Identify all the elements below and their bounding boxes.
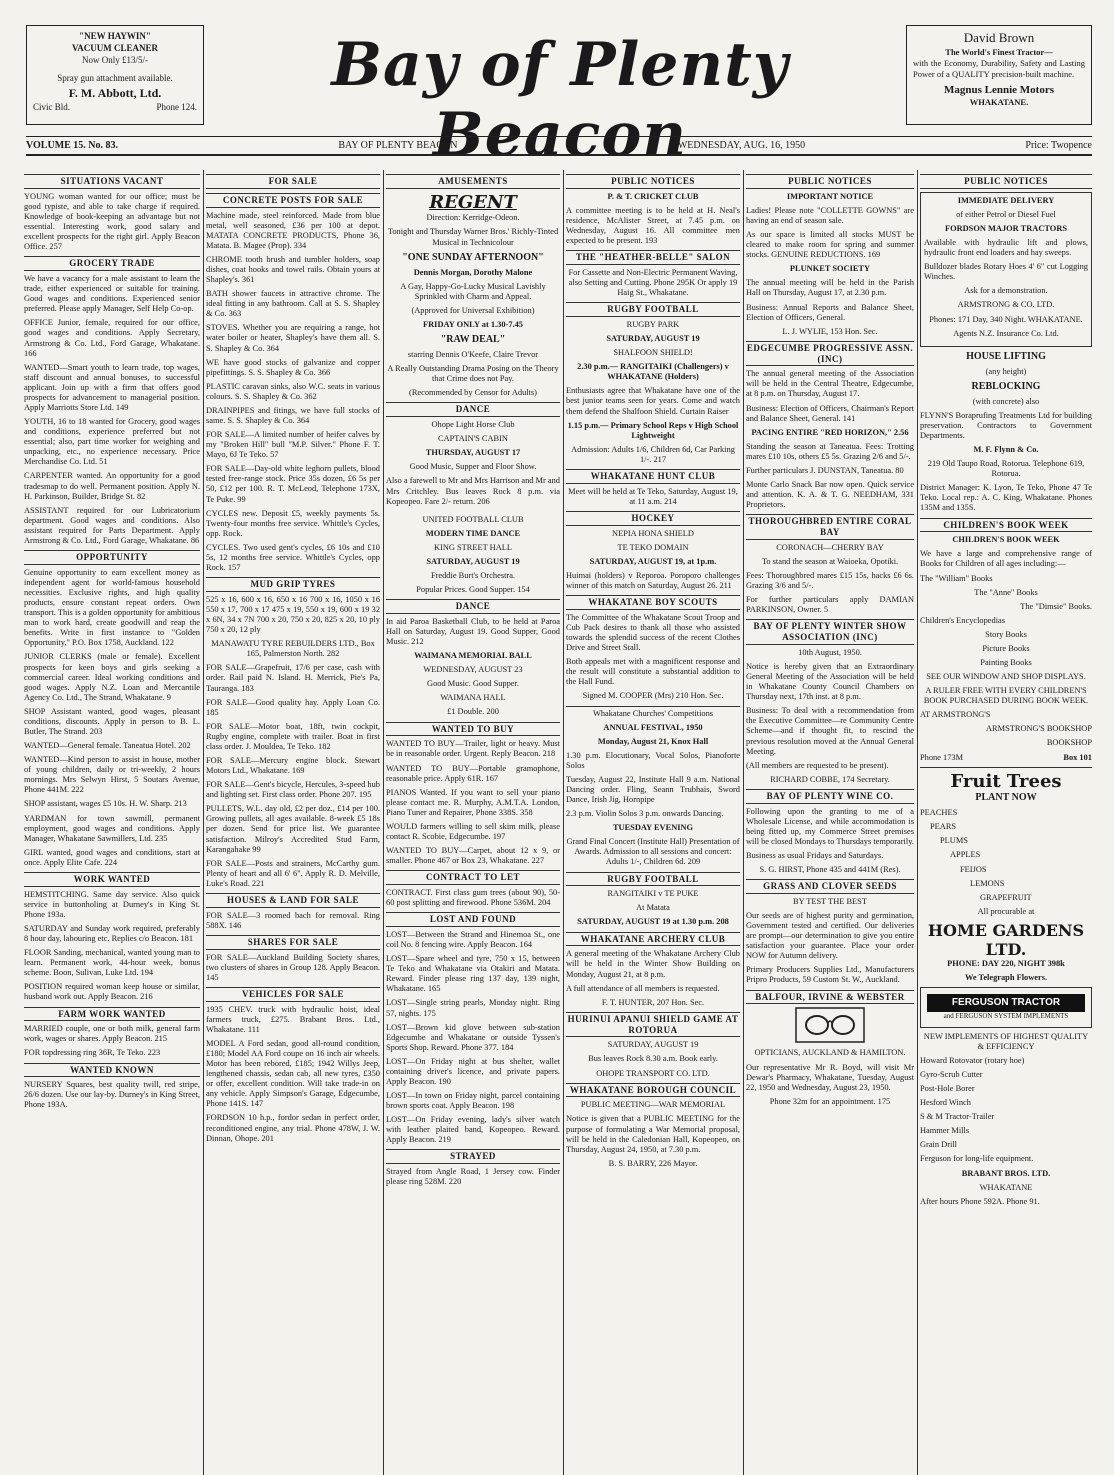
section-heading: CONCRETE POSTS FOR SALE: [206, 193, 380, 208]
notice-title: WHAKATANE HUNT CLUB: [566, 469, 740, 484]
notice-line: PEARS: [930, 822, 957, 832]
ad-line: "NEW HAYWIN": [79, 31, 151, 41]
notice-line: Box 101: [1063, 752, 1092, 762]
classified-ad: LOST—Single string pearls, Monday night. Ring 57, nights. 175: [386, 998, 560, 1018]
notice-line: The "Anne" Books: [974, 587, 1038, 597]
classified-ad: FOR SALE—A limited number of heifer calves by my "Broken Hill" bull "M.P. Silver." Phone F. T. Mayo, 6J Te Teko. 57: [206, 430, 380, 460]
notice-line: Post-Hole Borer: [920, 1084, 975, 1094]
section-heading: AMUSEMENTS: [386, 174, 560, 189]
classified-ad: CONTRACT. First class gum trees (about 90), 50-60 post splitting and firewood. Phone 536M. 204: [386, 888, 560, 908]
notice-title: HURINUI APANUI SHIELD GAME AT ROTORUA: [566, 1012, 740, 1038]
notice-line: S & M Tractor-Trailer: [920, 1112, 995, 1122]
section-heading: PUBLIC NOTICES: [920, 174, 1092, 189]
section-heading: STRAYED: [386, 1149, 560, 1164]
classified-ad: LOST—Between the Strand and Hinemoa St., one coil No. 8 fencing wire. Apply Beacon. 164: [386, 929, 560, 950]
film-title: "RAW DEAL": [440, 334, 506, 346]
classified-ad: PIANOS Wanted. If you want to sell your piano please contact me. R. Murphy, A.M.T.A. London, Piano Tuner and Repairer, Phone 338S. 358: [386, 787, 560, 817]
notice-line: As our space is limited all stocks MUST be cleared to make room for spring and summer stocks. GENUINE REDUCTIONS. 169: [746, 230, 914, 260]
classified-ad: MARRIED couple, one or both milk, general farm work, wages or shares. Apply Beacon. 215: [24, 1024, 200, 1044]
notice-title: THE "HEATHER-BELLE" SALON: [566, 250, 740, 265]
notice-line: Available with hydraulic lift and plows, hydraulic front end loaders and hay sweeps.: [924, 238, 1088, 258]
notice-line: Hesford Winch: [920, 1098, 971, 1108]
notice-line: LEMONS: [970, 878, 1005, 888]
classified-ad: OFFICE Junior, female, required for our office, good wages and conditions. Apply Secretary, Armstrong & Co. Ltd., Ford Garage, Whakatane. 166: [24, 318, 200, 358]
notice-line: Fees: Thoroughbred mares £15 15s, hacks £6 6s. Grazing 3/6 and 5/-.: [746, 571, 914, 591]
classified-ad: NURSERY Squares, best quality twill, red stripe, 26/6 dozen. Use our lay-by. Durney's in King Street, Phone 193A.: [24, 1080, 200, 1110]
notice-line: Popular Prices. Good Supper. 154: [416, 585, 530, 595]
notice-line: S. G. HIRST, Phone 435 and 441M (Res).: [759, 865, 901, 875]
notice-line: Admission: Adults 1/6, Children 6d, Car Parking 1/-. 217: [571, 444, 735, 464]
ad-line: Magnus Lennie Motors: [944, 84, 1054, 97]
classified-ad: FOR SALE—3 roomed bach for removal. Ring 588X. 146: [206, 910, 380, 930]
notice-title: Fruit Trees: [920, 767, 1092, 793]
notice-line: Primary Producers Supplies Ltd., Manufacturers Pripro Products, 59 Custom St. W., Auckland.: [746, 965, 914, 985]
notice-line: M. F. Flynn & Co.: [973, 445, 1039, 455]
notice-line: WAIMANA MEMORIAL BALL: [414, 651, 532, 661]
notice-line: BOOKSHOP: [1046, 738, 1092, 748]
notice-line: A committee meeting is to be held at H. Neal's residence, McAlister Street, at 7.45 p.m. on Wednesday, August 16. All committee men expected to be present. 193: [566, 205, 740, 246]
dateline: [26, 136, 1092, 156]
notice-line: OPTICIANS, AUCKLAND & HAMILTON.: [754, 1048, 906, 1058]
classified-ad: LOST—On Friday evening, lady's silver watch with leather plaited band, Kopeopeo. Reward. Apply Beacon. 219: [386, 1115, 560, 1145]
logo-subtext: and FERGUSON SYSTEM IMPLEMENTS: [943, 1012, 1069, 1021]
notice-line: Bulldozer blades Rotary Hoes 4' 6" cut Logging Winches.: [924, 262, 1088, 282]
notice-line: PEACHES: [920, 808, 958, 818]
notice-line: SHALFOON SHIELD!: [613, 348, 693, 358]
classified-ad: Machine made, steel reinforced. Made from blue metal, well seasoned, £36 per 100 at depot. MATATA CONCRETE PRODUCTS, Phone 36, Matata. B. Magee (Prop). 334: [206, 210, 380, 250]
notice-title: HOME GARDENS LTD.: [927, 920, 1085, 960]
ad-line: David Brown: [963, 30, 1035, 45]
section-heading: PUBLIC NOTICES: [566, 174, 740, 189]
column-situations-vacant: [24, 170, 200, 1475]
notice-line: Our representative Mr R. Boyd, will visit Mr Dewar's Pharmacy, Whakatane, Tuesday, August 22, 1950 and Wednesday, August 23, 1950.: [746, 1062, 914, 1092]
notice-line: SATURDAY, AUGUST 19 at 1.30 p.m. 208: [577, 917, 729, 927]
notice-line: CORONACH—CHERRY BAY: [776, 542, 884, 552]
notice-line: PLUMS: [940, 836, 968, 846]
classified-ad: GIRL wanted, good wages and conditions, start at once. Apply Elite Cafe. 224: [24, 847, 200, 867]
notice-title: WHAKATANE BOY SCOUTS: [566, 595, 740, 610]
notice-line: ARMSTRONG & CO. LTD.: [957, 300, 1055, 310]
ad-line: Now Only £13/5/-: [82, 55, 148, 66]
notice-title: P. & T. CRICKET CLUB: [607, 191, 699, 201]
classified-ad: FOR SALE—Gent's bicycle, Hercules, 3-speed hub and lighting set. First class order. Phone 207. 195: [206, 780, 380, 800]
notice-line: starring Dennis O'Keefe, Claire Trevor: [407, 350, 539, 360]
classified-ad: ASSISTANT required for our Lubricatorium department. Good wages and conditions. Also assistant required for Parts Department. Apply Armstrong & Co. Ltd., Ford Garage, Whakatane. 86: [24, 505, 200, 545]
notice-line: At Matata: [636, 903, 670, 913]
notice-line: Ask for a demonstration.: [964, 286, 1048, 296]
notice-line: Phones: 171 Day, 340 Night. WHAKATANE.: [929, 314, 1083, 324]
film-title: "ONE SUNDAY AFTERNOON": [402, 251, 544, 263]
notice-title: EDGECUMBE PROGRESSIVE ASSN. (INC): [746, 341, 914, 367]
classified-ad: LOST—Spare wheel and tyre, 750 x 15, between Te Teko and Whakatane via Otakiri and Matata. Reward. Finder please ring 137 day, 139 night, Whakatane. 165: [386, 954, 560, 994]
classified-ad: FOR SALE—Posts and strainers, McCarthy gum. Plenty of heart and all 6' 6". Apply R. D. Melville, Luke's Road. 221: [206, 858, 380, 888]
notice-line: NEPIA HONA SHIELD: [612, 528, 694, 538]
classified-ad: CARPENTER wanted. An opportunity for a good tradesmap to do well. Permanent position. Apply N. H. Parkinson, Builder, Bridge St. 82: [24, 471, 200, 501]
notice-line: For further particulars apply DAMIAN PARKINSON, Owner. 5: [746, 595, 914, 615]
notice-line: B. S. BARRY, 226 Mayor.: [608, 1158, 698, 1168]
notice-title: WHAKATANE ARCHERY CLUB: [566, 932, 740, 947]
notice-line: The annual meeting will be held in the Parish Hall on Thursday, August 17, at 2.30 p.m.: [746, 278, 914, 298]
notice-line: Good Music. Good Supper.: [427, 679, 519, 689]
notice-line: Tuesday, August 22, Institute Hall 9 a.m. National Dancing order. Fling, Seann Trubhais, Sword Dance, Irish Jig, Hornpipe: [566, 774, 740, 805]
notice-line: Ferguson for long-life equipment.: [920, 1154, 1034, 1164]
notice-line: Notice is given that a PUBLIC MEETING for the purpose of formulating a War Memorial proposal, will be held in the Caledonian Hall, Kopeopeo, on Thursday, August 24, 1950, at 7.30 p.m.: [566, 1114, 740, 1154]
notice-line: 219 Old Taupo Road, Rotorua. Telephone 619, Rotorua.: [927, 459, 1085, 479]
ad-line: F. M. Abbott, Ltd.: [68, 85, 162, 100]
notice-line: RANGITAIKI v TE PUKE: [607, 889, 699, 899]
notice-line: (any height): [985, 366, 1027, 376]
notice-line: Huimai (holders) v Reporoa. Poroporo challenges winner of this match on Saturday, August 26. 211: [566, 570, 740, 591]
notice-line: OHOPE TRANSPORT CO. LTD.: [596, 1068, 710, 1078]
classified-ad: PLASTIC caravan sinks, also W.C. seats in various colours. S. S. Shapley & Co. 362: [206, 381, 380, 401]
notice-title: IMMEDIATE DELIVERY: [957, 195, 1055, 205]
ad-line: Civic Bld.: [33, 101, 71, 112]
section-heading: MUD GRIP TYRES: [206, 577, 380, 592]
notice-title: CHILDREN'S BOOK WEEK: [952, 535, 1060, 545]
notice-line: UNITED FOOTBALL CLUB: [422, 514, 524, 524]
volume-number: VOLUME 15. No. 83.: [26, 140, 119, 151]
classified-ad: We have a vacancy for a male assistant to learn the trade, either experienced or suitable for training. Good wages and conditions. Experienced senior preferred. Please apply Manager, Self Help Co-op.: [24, 274, 200, 314]
notice-line: SATURDAY, AUGUST 19: [426, 556, 520, 566]
notice-line: APPLES: [950, 850, 981, 860]
classified-ad: WANTED—Kind person to assist in house, mother of young children, daily or tri-weekly, 2 hours mornings. Mrs Selwyn Hirst, 5 Soutars Avenue, Phone 441M. 222: [24, 755, 200, 795]
notice-line: Grain Drill: [920, 1140, 957, 1150]
notice-line: CAPTAIN'S CABIN: [438, 434, 508, 444]
classified-ad: WANTED TO BUY—Carpet, about 12 x 9, or smaller. Phone 467 or Box 23, Whakatane. 227: [386, 846, 560, 866]
notice-line: PHONE: DAY 220, NIGHT 398k: [947, 959, 1065, 969]
notice-title: RUGBY FOOTBALL: [566, 872, 740, 887]
notice-line: Gyro-Scrub Cutter: [920, 1070, 983, 1080]
classified-ad: FOR SALE—Day-old white leghorn pullets, blood tested free-range stock. Price 35s dozen, £6 5s per 50, £12 per 100. R. T. McLeod, Telephone 173X, Te Puke. 99: [206, 464, 380, 504]
notice-line: of either Petrol or Diesel Fuel: [956, 209, 1056, 219]
notice-line: Phone 173M: [920, 752, 964, 762]
notice-line: A full attendance of all members is requested.: [566, 983, 720, 993]
notice-title: BAY OF PLENTY WINE CO.: [746, 789, 914, 804]
notice-line: Bus leaves Rock 8.30 a.m. Book early.: [588, 1054, 718, 1064]
classified-ad: FOR topdressing ring 36R, Te Teko. 223: [24, 1048, 161, 1058]
notice-title: THOROUGHBRED ENTIRE CORAL BAY: [746, 514, 914, 540]
section-heading: CONTRACT TO LET: [386, 870, 560, 885]
section-heading: SHARES FOR SALE: [206, 935, 380, 950]
notice-line: £1 Double. 200: [447, 707, 499, 717]
price: Price: Twopence: [1025, 140, 1092, 151]
ad-line: Spray gun attachment available.: [57, 73, 173, 84]
classified-ad: WANTED—General female. Taneatua Hotel. 202: [24, 741, 191, 751]
notice-line: Notice is hereby given that an Extraordinary General Meeting of the Association will be held in Whakatane County Council Chambers on Thursday next, 17th inst. at 8 p.m.: [746, 662, 914, 702]
notice-title: PLANT NOW: [975, 792, 1037, 804]
section-heading: PUBLIC NOTICES: [746, 174, 914, 189]
notice-line: The annual general meeting of the Association will be held in the Central Theatre, Edgecumbe, at 8 p.m. on Thursday, August 17.: [746, 369, 914, 399]
column-amusements: [386, 170, 560, 1475]
notice-title: IMPORTANT NOTICE: [786, 191, 874, 201]
ad-david-brown: [906, 25, 1092, 125]
section-heading: DANCE: [386, 402, 560, 417]
classified-ad: CYCLES. Two used gent's cycles, £6 10s and £10 5s, 12 months free service. Whittle's Cycles, opp Rock. 157: [206, 542, 380, 573]
notice-title: BAY OF PLENTY WINTER SHOW ASSOCIATION (INC): [746, 619, 914, 645]
notice-line: (Approved for Universal Exhibition): [411, 305, 535, 315]
notice-line: Monte Carlo Snack Bar now open. Quick service and attention. K. A. & T. G. NEEDHAM, 331 Proprietors.: [746, 480, 914, 510]
classified-ad: LOST—Brown kid glove between sub-station Edgecumbe and Whakatane or outside Tyssen's Sports Shop. Reward. Phone 377. 184: [386, 1022, 560, 1052]
section-heading: GROCERY TRADE: [24, 256, 200, 271]
notice-line: Picture Books: [982, 643, 1030, 653]
notice-line: Business: To deal with a recommendation from the Executive Committee—re Community Centre Scheme—and if thought fit, to rescind the previous resolution moved at the Annual General Meeting.: [746, 706, 914, 756]
classified-ad: SHOP assistant, wages £5 10s. H. W. Sharp. 213: [24, 799, 187, 809]
notice-title: GRASS AND CLOVER SEEDS: [746, 879, 914, 894]
notice-line: Ladies! Please note "COLLETTE GOWNS" are having an end of season sale.: [746, 205, 914, 225]
notice-line: PUBLIC MEETING—WAR MEMORIAL: [580, 1100, 726, 1110]
cinema-name: REGENT: [429, 191, 517, 213]
notice-line: BY TEST THE BEST: [793, 896, 867, 906]
classified-ad: 1935 CHEV. truck with hydraulic hoist, ideal farmers truck, £275. Brabant Bros. Ltd., Whakatane. 111: [206, 1004, 380, 1034]
notice-title: REBLOCKING: [971, 380, 1041, 392]
classified-ad: POSITION required woman keep house or similar, husband work out. Apply Beacon. 216: [24, 982, 200, 1002]
notice-title: ANNUAL FESTIVAL, 1950: [603, 722, 703, 732]
classified-ad: PULLETS, W.L. day old, £2 per doz., £14 per 100. Growing pullets, all ages available. 8-week £5 18s per dozen. Send for price list. We guarantee satisfaction. Milroy's Accredited Stud Farm, Karangahake 99: [206, 804, 380, 854]
notice-line: Story Books: [985, 629, 1027, 639]
notice-line: Standing the season at Taneatua. Fees: Trotting mares £10 10s, others £5 5s. Grazing 2/6 and 5/-.: [746, 441, 914, 461]
notice-line: Children's Encyclopedias: [920, 615, 1006, 625]
notice-line: Whakatane Churches' Competitions: [566, 706, 740, 719]
section-heading: WANTED KNOWN: [24, 1063, 200, 1078]
notice-line: Freddie Burt's Orchestra.: [430, 570, 516, 580]
classified-ad: HEMSTITCHING. Same day service. Also quick service in buttonholing at Durney's in King St. Phone 193a.: [24, 889, 200, 919]
notice-title: HOUSE LIFTING: [966, 350, 1046, 362]
section-heading: HOUSES & LAND FOR SALE: [206, 893, 380, 908]
notice-line: RUGBY PARK: [626, 320, 680, 330]
section-heading: SITUATIONS VACANT: [24, 174, 200, 189]
classified-ad: MANAWATU TYRE REBUILDERS LTD., Box 165, Palmerston North. 282: [211, 639, 375, 659]
notice-line: 1.15 p.m.— Primary School Reps v High School Lightweight: [567, 420, 739, 440]
notice-line: TE TEKO DOMAIN: [617, 542, 689, 552]
notice-title: BALFOUR, IRVINE & WEBSTER: [746, 990, 914, 1005]
classified-ad: MODEL A Ford sedan, good all-round condition, £180; Model AA Ford coupe on 16 inch air wheels. Motor has been rebored, £185; 1942 Willys Jeep, lengthened chassis, sedan cab, all new tyres, £350 or offer, excellent condition. Will take trade-in on any vehicle. Apply Simpson's Garage, Edgecumbe, Phone 141S. 147: [206, 1038, 380, 1109]
tyre-sizes: 525 x 16, 600 x 16, 650 x 16 700 x 16, 1050 x 16 550 x 17, 700 x 17 475 x 19, 550 x 19, 600 x 19 32 x 6N, 34 x 7N 700 x 20, 750 x 20, 825 x 20, 10 ply 750 x 20, 12 ply: [206, 594, 380, 635]
notice-line: 2.30 p.m.— RANGITAIKI (Challengers) v WHAKATANE (Holders): [577, 362, 729, 382]
ad-line: VACUUM CLEANER: [71, 43, 159, 54]
notice-line: Our seeds are of highest purity and germination, Government tested and certified. Our deliveries are prompt—our determination to give you entire satisfaction your guarantee. Place your order NOW for Autumn delivery.: [746, 911, 914, 961]
notice-line: District Manager: K. Lyon, Te Teko, Phone 47 Te Teko. Local rep.: A. C. King, Whakatane. Phones 135M and 135S.: [920, 483, 1092, 513]
notice-line: WEDNESDAY, AUGUST 23: [423, 665, 523, 675]
notice-line: A Really Outstanding Drama Posing on the Theory that Crime does not Pay.: [387, 364, 559, 384]
notice-line: Business: Annual Reports and Balance Sheet, Election of Officers, General.: [746, 302, 914, 322]
notice-line: Also a farewell to Mr and Mrs Harrison and Mr and Mrs Critchley. Bus leaves Rock 8 p.m. via Kopeopeo. Fare 2/- return. 206: [386, 476, 560, 506]
classified-ad: LOST—On Friday night at bus shelter, wallet containing driver's licence, and private papers. Apply Beacon. 190: [386, 1056, 560, 1086]
classified-ad: FOR SALE—Auckland Building Society shares, two clusters of shares in Group 128. Apply Beacon. 145: [206, 952, 380, 982]
notice-line: A general meeting of the Whakatane Archery Club will be held in the Winter Show Building on Monday, August 21, at 8 p.m.: [566, 949, 740, 979]
notice-line: For Cassette and Non-Electric Permanent Waving, also Setting and Cutting. Phone 295K Or apply 19 Haig St., Whakatane.: [568, 267, 738, 298]
notice-line: Dennis Morgan, Dorothy Malone: [413, 267, 533, 277]
notice-line: Following upon the granting to me of a Wholesale License, and while accommodation is being fitted up, my Commerce Street premises will be closed Mondays to Thursdays temporarily.: [746, 806, 914, 846]
classified-ad: LOST—In town on Friday night, parcel containing brown sports coat. Apply Beacon. 198: [386, 1091, 560, 1111]
notice-line: KING STREET HALL: [433, 542, 512, 552]
column-public-notices-1: [566, 170, 740, 1475]
classified-ad: YOUNG woman wanted for our office; must be good typiste, and able to take charge if required. Knowledge of book-keeping an advantage but not essential. Interesting work, good salary and excellent prospects for the right girl. Apply Beacon Office. 257: [24, 191, 200, 252]
notice-line: Meet will be held at Te Teko, Saturday, August 19, at 11 a.m. 214: [568, 486, 738, 506]
notice-line: Further particulars J. DUNSTAN, Taneatua. 80: [746, 465, 904, 475]
classified-ad: JUNIOR CLERKS (male or female). Excellent prospects for keen boys and girls seeking a commercial career. Ideal working conditions and good wages. Apply N.Z. Loan and Mercantile Agency Co. Ltd., The Strand, Whakatane. 9: [24, 652, 200, 702]
notice-line: The "Dimsie" Books.: [1020, 601, 1092, 611]
classified-ad: BATH shower faucets in attractive chrome. The ideal fitting in any bathroom. Call at S. S. Shapley & Co. 363: [206, 289, 380, 319]
classified-ad: FOR SALE—Grapefruit, 17/6 per case, cash with order. Rail paid N. Island. H. Merrick, Pie's Pa, Tauranga. 183: [206, 663, 380, 693]
classified-ad: FOR SALE—Good quality hay. Apply Loan Co. 185: [206, 697, 380, 717]
notice-line: ARMSTRONG'S BOOKSHOP: [986, 724, 1092, 734]
section-heading: WANTED TO BUY: [386, 722, 560, 737]
spectacles-icon: [795, 1007, 865, 1043]
ad-fordson: [920, 192, 1092, 347]
classified-ad: Strayed from Angle Road, 1 Jersey cow. Finder please ring 528M. 220: [386, 1167, 560, 1187]
notice-line: NEW IMPLEMENTS OF HIGHEST QUALITY & EFFICIENCY: [923, 1031, 1089, 1051]
notice-line: SATURDAY, AUGUST 19, at 1p.m.: [589, 556, 717, 566]
notice-line: 1.30 p.m. Elocutionary, Vocal Solos, Pianoforte Solos: [566, 750, 740, 770]
notice-line: SEE OUR WINDOW AND SHOP DISPLAYS.: [926, 672, 1086, 682]
ad-line: with the Economy, Durability, Safety and Lasting Power of a QUALITY precision-built machine.: [913, 57, 1085, 79]
notice-line: A Gay, Happy-Go-Lucky Musical Lavishly Sprinkled with Charm and Appeal.: [400, 281, 546, 301]
newspaper-title: Bay of Plenty Beacon: [331, 30, 789, 170]
notice-line: The Committee of the Whakatane Scout Troop and Cub Pack desires to thank all those who assisted towards the splendid success of the recent Clothes Drive and Street Stall.: [566, 612, 740, 653]
column-for-sale: [206, 170, 380, 1475]
notice-line: SATURDAY, AUGUST 19: [606, 334, 700, 344]
notice-title: TUESDAY EVENING: [612, 823, 694, 833]
notice-title: HOCKEY: [566, 511, 740, 526]
classified-ad: YOUTH, 16 to 18 wanted for Grocery, good wages and conditions, experience preferred but not essential; also, part time worker for weighing and unpacking, etc., no experience necessary. Price Merchandise Co. Ltd. 51: [24, 417, 200, 467]
ad-line: The World's Finest Tractor—: [945, 46, 1053, 57]
notice-line: BRABANT BROS. LTD.: [961, 1168, 1051, 1178]
notice-line: A RULER FREE WITH EVERY CHILDREN'S BOOK PURCHASED DURING BOOK WEEK.: [923, 686, 1089, 706]
notice-line: To stand the season at Waioeka, Opotiki.: [761, 556, 899, 566]
ferguson-logo: [920, 987, 1092, 1027]
notice-line: Phone 32m for an appointment. 175: [769, 1096, 891, 1106]
notice-line: Grand Final Concert (Institute Hall) Presentation of Awards. Admission to all sessions and concert: Adults 1/-, Children 6d. 209: [566, 837, 740, 867]
notice-line: AT ARMSTRONG'S: [920, 710, 991, 720]
notice-title: RUGBY FOOTBALL: [566, 302, 740, 317]
notice-title: FORDSON MAJOR TRACTORS: [944, 223, 1068, 233]
notice-line: RICHARD COBBE, 174 Secretary.: [770, 774, 890, 784]
classified-ad: FOR SALE—Mercury engine block. Stewart Motors Ltd., Whakatane. 169: [206, 755, 380, 776]
notice-line: Business: Election of Officers, Chairman's Report and Balance Sheet, General. 141: [746, 403, 914, 423]
notice-line: After hours Phone 592A. Phone 91.: [920, 1196, 1040, 1206]
ad-line: WHAKATANE.: [969, 97, 1029, 108]
notice-line: L. J. WYLIE, 153 Hon. Sec.: [782, 326, 878, 336]
classified-ad: FLOOR Sanding, mechanical, wanted young man to learn. Permanent work, 44-hour week, bonus scheme. Boon, Sulivan, Luke Ltd. 194: [24, 948, 200, 978]
notice-line: Both appeals met with a magnificent response and the result will constitute a substantial addition to the Hall Fund.: [566, 657, 740, 687]
notice-line: We Telegraph Flowers.: [964, 973, 1048, 983]
notice-line: The "William" Books: [920, 573, 993, 583]
notice-line: 10th August, 1950.: [798, 647, 862, 657]
classified-ad: CYCLES new. Deposit £5, weekly payments 5s. Twenty-four months free service. Whittle's Cycles, opp. Rock.: [206, 508, 380, 538]
issue-date: WEDNESDAY, AUG. 16, 1950: [677, 140, 806, 151]
column-public-notices-2: [746, 170, 914, 1475]
notice-line: Hammer Mills: [920, 1126, 970, 1136]
notice-line: We have a large and comprehensive range of Books for Children of all ages including:—: [920, 549, 1092, 569]
section-heading: WORK WANTED: [24, 872, 200, 887]
column-public-notices-3: [920, 170, 1092, 1475]
section-heading: LOST AND FOUND: [386, 912, 560, 927]
section-heading: FARM WORK WANTED: [24, 1007, 200, 1022]
notice-line: (All members are requested to be present).: [746, 760, 889, 770]
notice-line: (Recommended by Censor for Adults): [409, 388, 537, 398]
section-heading: VEHICLES FOR SALE: [206, 987, 380, 1002]
notice-line: In aid Paroa Basketball Club, to be held at Paroa Hall on Saturday, August 19. Good Supper, Good Music. 212: [386, 616, 560, 647]
classified-ad: DRAINPIPES and fitings, we have full stocks of same. S. S. Shapley & Co. 364: [206, 405, 380, 425]
notice-line: Ohope Light Horse Club: [431, 420, 515, 430]
notice-line: F. T. HUNTER, 207 Hon. Sec.: [601, 997, 705, 1007]
notice-line: Howard Rotovator (rotary hoe): [920, 1055, 1025, 1065]
notice-line: Monday, August 21, Knox Hall: [597, 736, 709, 746]
notice-line: 2.3 p.m. Violin Solos 3 p.m. onwards Dancing.: [566, 809, 724, 819]
notice-title: CHILDREN'S BOOK WEEK: [920, 518, 1092, 533]
classified-ad: WANTED—Smart youth to learn trade, top wages, staff discount and annual bonuses, to successful applicant. Join up with a firm that offers good prospects for advancement to managerial position. Apply Marriotts Store Ltd. 149: [24, 362, 200, 412]
notice-line: Business as usual Fridays and Saturdays.: [746, 850, 884, 860]
classified-ad: WANTED TO BUY—Portable gramophone, reasonable price. Apply 61R. 167: [386, 763, 560, 783]
spectacles-illustration: [746, 1007, 914, 1046]
classified-ad: YARDMAN for town sawmill, permanent employment, good wages and conditions. Apply Manager, Whakatane Sawmillers, Ltd. 235: [24, 813, 200, 843]
notice-line: Tonight and Thursday Warner Bros.' Richly-Tinted Musical in Technicolour: [387, 227, 559, 247]
classified-ad: FORDSON 10 h.p., fordor sedan in perfect order, reconditioned engine, any trial. Phone 478W, J. W. Dinnan, Ohope. 201: [206, 1113, 380, 1143]
notice-line: Good Music, Supper and Floor Show.: [409, 462, 537, 472]
notice-line: FEIJOS: [960, 864, 987, 874]
notice-line: THURSDAY, AUGUST 17: [425, 448, 521, 458]
notice-title: WHAKATANE BOROUGH COUNCIL: [566, 1083, 740, 1098]
notice-line: (with concrete) also: [972, 396, 1040, 406]
logo-text: FERGUSON TRACTOR: [927, 994, 1085, 1012]
notice-line: GRAPEFRUIT: [980, 892, 1032, 902]
notice-line: FRIDAY ONLY at 1.30-7.45: [423, 319, 523, 329]
section-heading: OPPORTUNITY: [24, 550, 200, 565]
classified-ad: WE have good stocks of galvanize and copper pipefittings. S. S. Shapley & Co. 366: [206, 357, 380, 377]
classified-ad: STOVES. Whether you are requiring a range, hot water boiler or heater, Shapley's have them all. S. S. Shapley & Co. 364: [206, 323, 380, 353]
section-heading: FOR SALE: [206, 174, 380, 189]
classified-ad: WOULD farmers willing to sell skim milk, please contact R. Scobie, Edgecumbe. 197: [386, 821, 560, 841]
notice-line: Direction: Kerridge-Odeon.: [426, 213, 520, 223]
classified-ad: SHOP Assistant wanted, good wages, pleasant conditions, discounts. Apply in person to B. L. Butler, The Strand. 203: [24, 706, 200, 736]
notice-line: MODERN TIME DANCE: [425, 528, 521, 538]
notice-line: Agents N.Z. Insurance Co. Ltd.: [953, 328, 1059, 338]
notice-title: PACING ENTIRE "RED HORIZON," 2.56: [751, 427, 909, 437]
notice-line: WAIMANA HALL: [440, 693, 506, 703]
notice-line: All procurable at: [977, 906, 1035, 916]
paper-name: BAY OF PLENTY BEACON: [338, 140, 458, 151]
classified-ad: CHROME tooth brush and tumbler holders, soap dishes, coat hooks and towel rails. Obtain yours at Shapley's. 361: [206, 254, 380, 285]
notice-title: PLUNKET SOCIETY: [789, 264, 871, 274]
classified-ad: FOR SALE—Motor boat, 18ft, twin cockpit, Rugby engine, complete with trailer. Boat in first class order. J. Mouldea, Te Teko. 182: [206, 721, 380, 751]
notice-line: Enthusiasts agree that Whakatane have one of the best junior teams seen for years. Come and watch them defend the Shalfoon Shield. Curtain Raiser: [566, 386, 740, 416]
classified-ad: WANTED TO BUY—Trailer, light or heavy. Must be in reasonable order. Urgent. Reply Beacon. 218: [386, 739, 560, 759]
section-heading: DANCE: [386, 599, 560, 614]
notice-line: SATURDAY, AUGUST 19: [607, 1040, 699, 1050]
notice-line: Painting Books: [980, 658, 1032, 668]
ad-line: Phone 124.: [156, 101, 197, 112]
ad-vacuum-cleaner: [26, 25, 204, 125]
notice-line: Signed M. COOPER (Mrs) 210 Hon. Sec.: [582, 691, 724, 701]
classified-ad: Genuine opportunity to earn excellent money as independent agent for world-famous household necessities. Exclusive rights, and high quality products, ensure constant repeat orders. Own transport. This is a golden opportunity for ambitious man to work hard, create goodwill and reap the benefits. Write in first instance to "Golden Opportunity," P.O. Box 1758, Auckland. 122: [24, 567, 200, 648]
notice-line: WHAKATANE: [979, 1182, 1033, 1192]
classified-ad: SATURDAY and Sunday work required, preferably 8 hour day, labouring etc. Replies c/o Beacon. 181: [24, 923, 200, 944]
notice-line: FLYNN'S Boraprufing Treatments Ltd for building preservation. Contractors to Government Departments.: [920, 410, 1092, 440]
